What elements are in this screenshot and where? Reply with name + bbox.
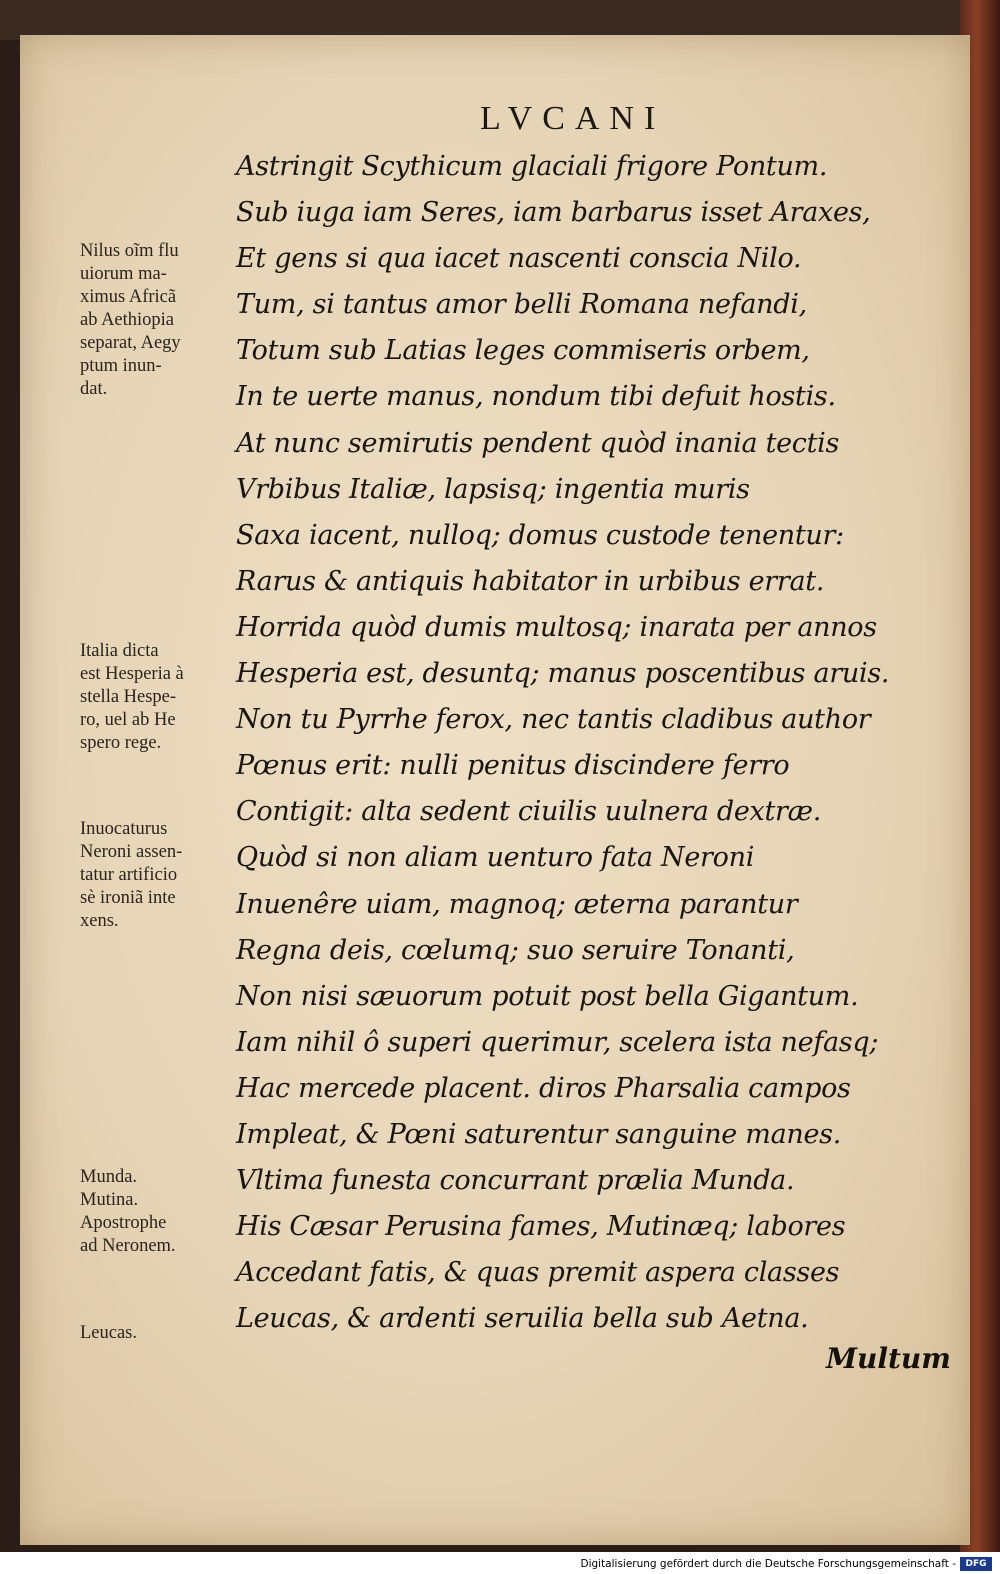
marginal-note-line: stella Hespe- [80,687,177,707]
marginal-note-line: ab Aethiopia [80,310,175,330]
marginal-note-line: ad Neronem. [80,1236,176,1256]
verse-line: Hac mercede placent. diros Pharsalia campos [236,1072,851,1104]
verse-line: Accedant fatis, & quas premit aspera classes [236,1257,840,1289]
verse-line: Non tu Pyrrhe ferox, nec tantis cladibus author [236,704,871,736]
verse-line: Saxa iacent, nulloq; domus custode tenentur: [236,519,844,551]
marginal-note-line: ptum inun- [80,356,162,376]
verse-line: Totum sub Latias leges commiseris orbem, [236,335,810,367]
dfg-logo: DFG [960,1557,992,1571]
verse-line: Contigit: alta sedent ciuilis uulnera dextræ. [236,796,821,828]
marginal-note-inuocaturus [80,818,240,933]
verse-line: Vrbibus Italiæ, lapsisq; ingentia muris [236,473,750,505]
verse-line: At nunc semirutis pendent quòd inania tectis [236,427,840,459]
verse-line: Iam nihil ô superi querimur, scelera ista nefasq; [236,1026,879,1058]
verse-line: Impleat, & Pœni saturentur sanguine manes. [236,1118,841,1150]
running-head: LVCANI [480,100,666,137]
verse-line: Vltima funesta concurrant prælia Munda. [236,1165,795,1197]
verse-line: His Cæsar Perusina fames, Mutinæq; labores [236,1211,846,1243]
verse-line: Tum, si tantus amor belli Romana nefandi, [236,289,807,321]
marginal-note-line: Munda. [80,1167,138,1187]
verse-line: Horrida quòd dumis multosq; inarata per annos [236,611,877,643]
funding-credit: Digitalisierung gefördert durch die Deutsche Forschungsgemeinschaft - [580,1558,956,1570]
marginal-note-line: tatur artificio [80,865,178,885]
verse-line: Inuenêre uiam, magnoq; æterna parantur [236,888,798,920]
catchword: Multum [826,1342,951,1375]
marginal-note-line: Neroni assen- [80,842,183,862]
marginal-note-line: ximus Africã [80,287,177,307]
marginal-note-italia [80,640,240,755]
marginal-note-line: Nilus oĩm flu [80,241,179,261]
marginal-note-line: Apostrophe [80,1213,167,1233]
verse-line: Et gens si qua iacet nascenti conscia Nilo. [236,243,802,275]
verse-line: Pœnus erit: nulli penitus discindere ferro [236,750,790,782]
marginal-note-line: ro, uel ab He [80,710,176,730]
marginal-note-line: sè ironiã inte [80,888,176,908]
verse-line: Rarus & antiquis habitator in urbibus errat. [236,565,825,597]
verse-line: Sub iuga iam Seres, iam barbarus isset Araxes, [236,197,871,229]
verse-text [236,144,936,1342]
marginal-note-leucas [80,1322,240,1345]
marginal-note-line: Inuocaturus [80,819,168,839]
scan-background [0,0,1000,40]
verse-line: Hesperia est, desuntq; manus poscentibus aruis. [236,658,890,690]
marginal-note-line: xens. [80,911,119,931]
marginal-note-line: separat, Aegy [80,333,181,353]
verse-line: In te uerte manus, nondum tibi defuit hostis. [236,381,836,413]
marginal-note-line: Mutina. [80,1190,139,1210]
marginal-note-line: Leucas. [80,1323,138,1343]
marginal-note-line: spero rege. [80,733,162,753]
verse-line: Non nisi sæuorum potuit post bella Gigantum. [236,980,859,1012]
verse-line: Astringit Scythicum glaciali frigore Pontum. [236,151,828,182]
marginal-note-munda [80,1166,240,1258]
verse-line: Leucas, & ardenti seruilia bella sub Aetna. [236,1303,809,1335]
footer-bar [0,1552,1000,1574]
marginal-note-line: Italia dicta [80,641,159,661]
verse-line: Quòd si non aliam uenturo fata Neroni [236,842,755,874]
marginal-note-line: est Hesperia à [80,664,184,684]
marginal-note-line: uiorum ma- [80,264,167,284]
marginal-note-line: dat. [80,379,108,399]
verse-line: Regna deis, cœlumq; suo seruire Tonanti, [236,934,795,966]
marginal-note-nilus [80,240,240,401]
